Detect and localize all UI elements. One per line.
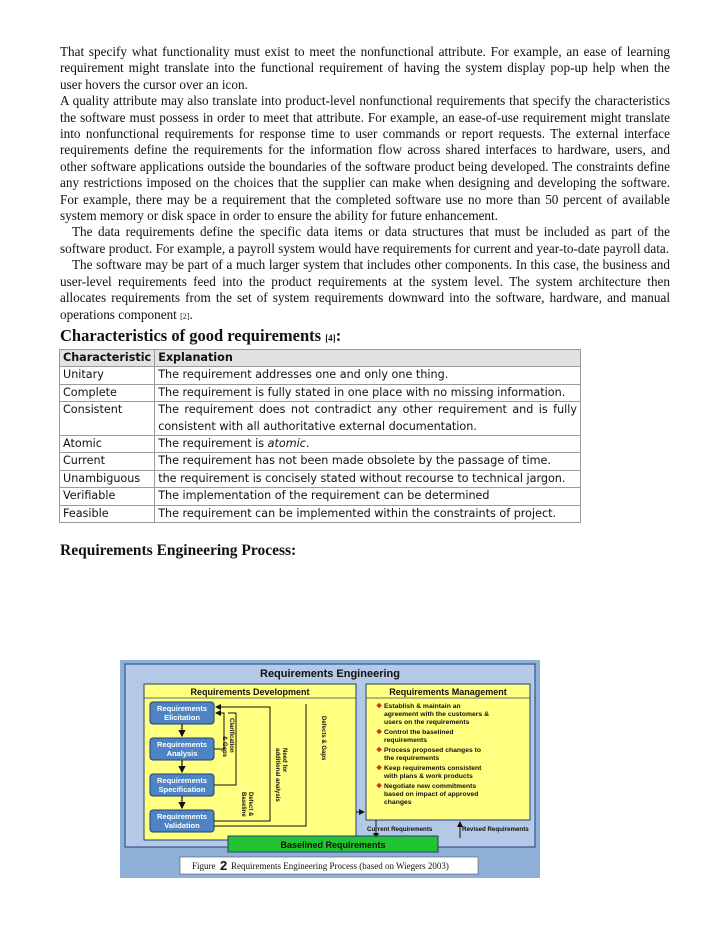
- citation-2: [2]: [180, 311, 190, 321]
- table-row: [60, 470, 581, 487]
- table-cell-characteristic: Verifiable: [60, 488, 155, 505]
- table-header-explanation: Explanation: [155, 349, 581, 366]
- label-revised-requirements: Revised Requirements: [462, 826, 529, 833]
- caption-prefix: Figure: [192, 861, 216, 871]
- step-specification-line1: Requirements: [156, 776, 208, 785]
- step-elicitation-line2: Elicitation: [164, 713, 200, 722]
- document-page: [60, 44, 670, 561]
- table-header-row: [60, 349, 581, 366]
- table-cell-explanation: The requirement is fully stated in one place with no missing information.: [155, 384, 581, 401]
- table-row: [60, 488, 581, 505]
- table-cell-characteristic: Unambiguous: [60, 470, 155, 487]
- label-defects-gaps: Defects & Gaps: [320, 716, 326, 761]
- mgmt-item-1-line1: Establish & maintain an: [384, 703, 461, 710]
- step-validation-line1: Requirements: [156, 812, 208, 821]
- heading-process: Requirements Engineering Process:: [60, 541, 297, 559]
- mgmt-item-1-line2: agreement with the customers &: [384, 711, 489, 718]
- step-specification-line2: Specification: [158, 785, 206, 794]
- table-cell-explanation: The implementation of the requirement can be determined: [155, 488, 581, 505]
- explanation-period: .: [305, 436, 310, 450]
- mgmt-item-5-line3: changes: [384, 799, 412, 806]
- table-cell-explanation: [155, 435, 581, 452]
- caption-number: 2: [220, 858, 228, 873]
- step-analysis-line1: Requirements: [156, 740, 208, 749]
- label-defect: Defect &: [247, 792, 253, 817]
- paragraph-software-system: [60, 257, 670, 325]
- caption-text: Requirements Engineering Process (based on Wiegers 2003): [231, 861, 449, 871]
- mgmt-item-3-line2: the requirements: [384, 755, 440, 762]
- label-additional-analysis: additional analysis: [274, 748, 280, 802]
- characteristics-table: [59, 349, 581, 523]
- paragraph-software-system-text: The software may be part of a much larger system that includes other components. In this case, the business and user-level requirements feed into the product requirements at the system level. The system architecture then allocates requirements from the set of system requirements downward into the software, hardware, and manual operations component: [60, 257, 670, 322]
- mgmt-item-5-line1: Negotiate new commitments: [384, 783, 477, 790]
- explanation-text: The requirement is: [158, 436, 268, 450]
- mgmt-item-4-line1: Keep requirements consistent: [384, 765, 482, 772]
- label-clarification: Clarification: [228, 718, 234, 753]
- mgmt-item-4-line2: with plans & work products: [384, 773, 473, 780]
- label-current-requirements: Current Requirements: [367, 826, 433, 833]
- table-row: [60, 505, 581, 522]
- requirements-engineering-figure: [120, 660, 540, 878]
- figure-title: Requirements Engineering: [260, 668, 400, 680]
- table-cell-characteristic: Consistent: [60, 402, 155, 436]
- paragraph-functionality: That specify what functionality must exist to meet the nonfunctional attribute. For example, an ease of learning requirement might translate into the functional requirement of having the system display pop-up help when the user hovers the cursor over an icon.: [60, 44, 670, 92]
- mgmt-item-2-line1: Control the baselined: [384, 729, 454, 736]
- dev-title: Requirements Development: [190, 687, 310, 697]
- step-elicitation-line1: Requirements: [156, 704, 208, 713]
- explanation-emphasis: atomic: [267, 436, 306, 450]
- mgmt-item-5-line2: based on impact of approved: [384, 791, 479, 798]
- table-cell-explanation: The requirement has not been made obsolete by the passage of time.: [155, 453, 581, 470]
- table-cell-explanation: The requirement does not contradict any other requirement and is fully consistent with all authoritative external documentation.: [155, 402, 581, 436]
- step-validation-line2: Validation: [164, 821, 200, 830]
- bullet-icon: ❖: [376, 747, 383, 754]
- paragraph-tail: .: [189, 306, 193, 322]
- paragraph-data-requirements: The data requirements define the specific data items or data structures that must be included as part of the software product. For example, a payroll system would have requirements for current and year-to-date payroll data.: [60, 224, 670, 256]
- label-gaps: & Gaps: [221, 736, 227, 758]
- paragraph-quality-attribute: A quality attribute may also translate into product-level nonfunctional requirements that specify the characteristics the software must possess in order to meet that attribute. For example, an ease-of-use requirement might translate into nonfunctional requirements for response time to user commands or report requests. The external interface requirements define the requirements for the information flow across shared interfaces to hardware, users, and other software applications outside the boundaries of the software product being developed. The constraints define any restrictions imposed on the choices that the supplier can make when designing and developing the software. For example, there may be a requirement that the completed software use no more than 50 percent of available system memory or disk space in order to ensure the ability for future enhancement.: [60, 93, 670, 224]
- table-row: [60, 367, 581, 384]
- heading-tail: :: [335, 325, 342, 345]
- table-cell-explanation: the requirement is concisely stated without recourse to technical jargon.: [155, 470, 581, 487]
- mgmt-title: Requirements Management: [389, 687, 507, 697]
- mgmt-item-3-line1: Process proposed changes to: [384, 747, 482, 754]
- table-cell-characteristic: Feasible: [60, 505, 155, 522]
- table-cell-characteristic: Current: [60, 453, 155, 470]
- table-cell-characteristic: Atomic: [60, 435, 155, 452]
- table-row: [60, 453, 581, 470]
- heading-characteristics-text: Characteristics of good requirements: [60, 325, 322, 345]
- bullet-icon: ❖: [376, 729, 383, 736]
- table-row: [60, 402, 581, 436]
- bullet-icon: ❖: [376, 783, 383, 790]
- citation-4: [4]: [325, 332, 336, 343]
- table-row: [60, 384, 581, 401]
- table-row: [60, 435, 581, 452]
- table-cell-characteristic: Complete: [60, 384, 155, 401]
- heading-characteristics: [60, 326, 670, 348]
- table-header-characteristic: Characteristic: [60, 349, 155, 366]
- step-analysis-line2: Analysis: [166, 749, 198, 758]
- mgmt-item-1-line3: users on the requirements: [384, 719, 470, 726]
- table-cell-explanation: The requirement addresses one and only one thing.: [155, 367, 581, 384]
- bullet-icon: ❖: [376, 765, 383, 772]
- table-cell-characteristic: Unitary: [60, 367, 155, 384]
- label-need-for: Need for: [281, 748, 287, 773]
- mgmt-item-2-line2: requirements: [384, 737, 428, 744]
- baselined-requirements-label: Baselined Requirements: [280, 840, 386, 850]
- table-cell-explanation: The requirement can be implemented within the constraints of project.: [155, 505, 581, 522]
- label-baseline: Baseline: [240, 792, 246, 817]
- bullet-icon: ❖: [376, 703, 383, 710]
